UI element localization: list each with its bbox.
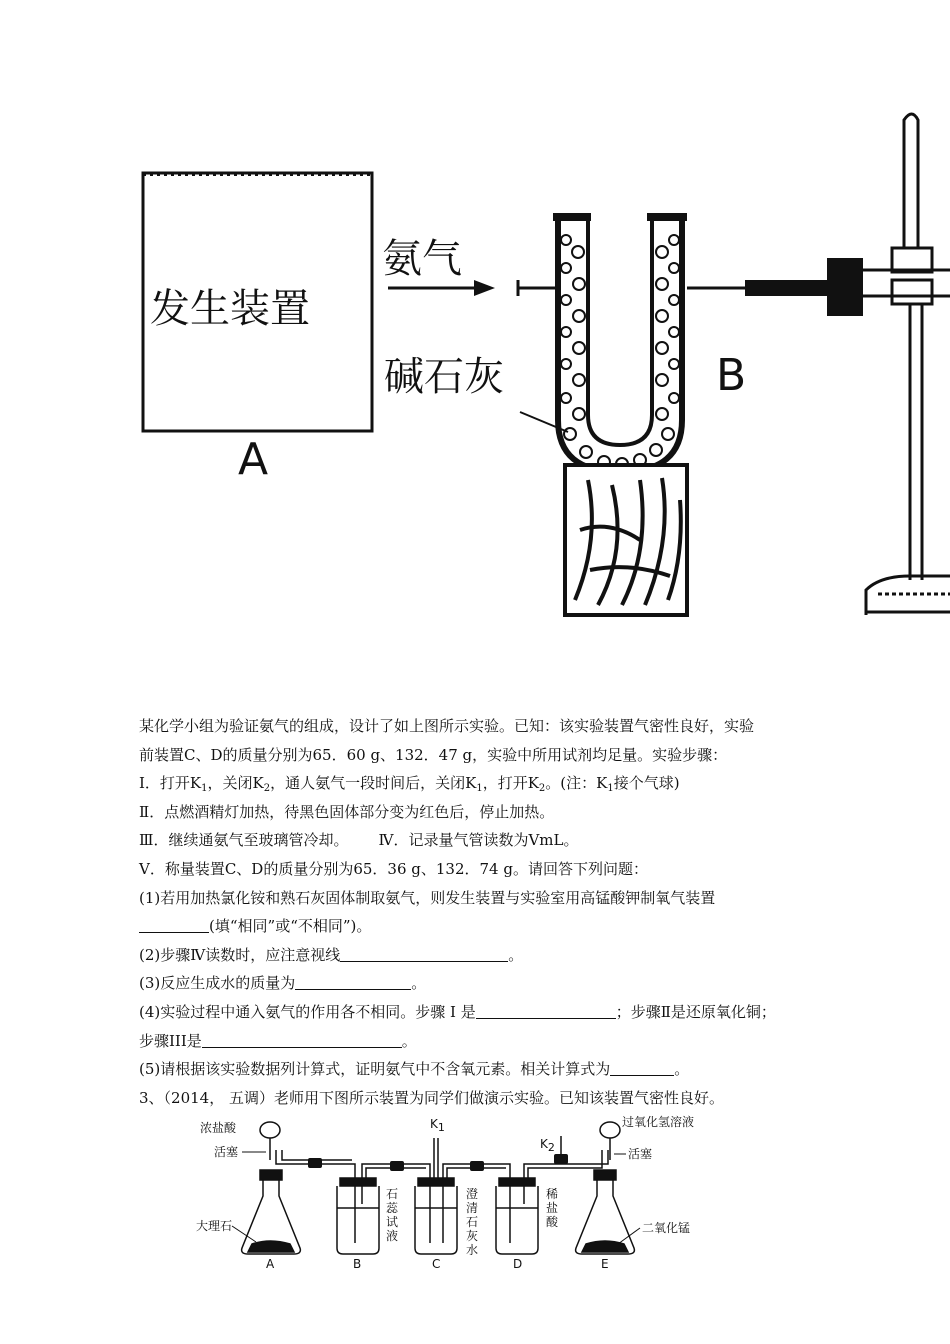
- svg-text:蕊: 蕊: [386, 1201, 399, 1215]
- step-1: I．打开$K_1$，关闭$K_2$，通人氨气一段时间后，关闭$K_1$，打开$K_2$。(注：$K_1$接个气球): [139, 774, 680, 795]
- svg-text:澄: 澄: [466, 1187, 479, 1201]
- svg-text:E: E: [601, 1257, 609, 1271]
- svg-text:清: 清: [466, 1201, 479, 1215]
- question-text: [139, 712, 819, 1112]
- svg-text:B: B: [353, 1257, 362, 1271]
- step-3-4: Ⅲ．继续通氨气至玻璃管冷却。 Ⅳ．记录量气管读数为VmL。: [139, 831, 579, 850]
- question-3: (3)反应生成水的质量为 。: [139, 974, 427, 993]
- demo-apparatus-figure: [190, 1108, 730, 1273]
- gas-label: 氨气: [382, 236, 462, 282]
- tube-letter: B: [716, 350, 747, 401]
- svg-text:C: C: [432, 1257, 441, 1271]
- generator-label: 发生装置: [150, 286, 310, 332]
- u-tube: [518, 213, 687, 472]
- svg-text:灰: 灰: [466, 1229, 479, 1243]
- question-1-cont: (填“相同”或“不相同”)。: [139, 912, 819, 941]
- answer-blank-5[interactable]: [202, 1032, 402, 1048]
- question-1: (1)若用加热氯化铵和熟石灰固体制取氨气，则发生装置与实验室用高锰酸钾制氧气装置: [139, 888, 716, 907]
- svg-text:石: 石: [386, 1187, 399, 1201]
- question-2: (2)步骤Ⅳ读数时，应注意视线 。: [139, 945, 524, 964]
- label-k2: K2: [540, 1137, 555, 1154]
- absorbent-label: 碱石灰: [384, 354, 504, 400]
- question-4: (4)实验过程中通入氨气的作用各不相同。步骤 I 是 ；步骤Ⅱ是还原氧化铜；: [139, 1002, 776, 1021]
- question-4-cont: 步骤III是 。: [139, 1031, 417, 1050]
- svg-text:液: 液: [386, 1229, 399, 1243]
- svg-text:A: A: [266, 1257, 275, 1271]
- text-line-1: 某化学小组为验证氨气的组成，设计了如上图所示实验。已知：该实验装置气密性良好，实验: [139, 717, 755, 735]
- label-funnel-left: 浓盐酸: [200, 1121, 237, 1135]
- svg-text:稀: 稀: [546, 1187, 559, 1201]
- svg-text:试: 试: [386, 1215, 399, 1229]
- apparatus-letters: [266, 1257, 609, 1271]
- step-2: Ⅱ．点燃酒精灯加热，待黑色固体部分变为红色后，停止加热。: [139, 802, 555, 821]
- reagent-c-label: [466, 1187, 478, 1257]
- label-solid-right: 二氧化锰: [642, 1221, 691, 1235]
- answer-blank-4[interactable]: [476, 1003, 616, 1019]
- answer-blank-6[interactable]: [610, 1060, 674, 1076]
- svg-text:水: 水: [466, 1243, 479, 1257]
- flask-a: [242, 1122, 301, 1254]
- svg-text:酸: 酸: [546, 1215, 559, 1229]
- answer-blank-1[interactable]: [139, 917, 209, 933]
- generator-letter: A: [238, 434, 269, 485]
- reagent-b-label: [386, 1187, 399, 1243]
- flask-e: [576, 1122, 635, 1254]
- bottle-b: [337, 1178, 379, 1254]
- step-5: Ⅴ．称量装置C、D的质量分别为65．36 g、132．74 g。请回答下列问题：: [139, 859, 648, 878]
- clamp: [827, 258, 863, 316]
- bottle-c: [415, 1178, 457, 1254]
- svg-text:石: 石: [466, 1215, 479, 1229]
- answer-blank-2[interactable]: [340, 946, 508, 962]
- svg-text:盐: 盐: [546, 1201, 559, 1215]
- answer-blank-3[interactable]: [295, 974, 411, 990]
- reagent-d-label: [546, 1186, 559, 1229]
- question-5: (5)请根据该实验数据列计算式，证明氨气中不含氧元素。相关计算式为 。: [139, 1060, 690, 1079]
- wooden-block: [565, 465, 687, 615]
- label-solid-left: 大理石: [196, 1219, 233, 1233]
- rubber-tube: [745, 280, 827, 296]
- text-line-2: 前装置C、D的质量分别为65．60 g、132．47 g，实验中所用试剂均足量。实验步骤：: [139, 745, 728, 764]
- label-stopcock-left: 活塞: [214, 1145, 239, 1159]
- question-3-intro: 3、（2014， 五调）老师用下图所示装置为同学们做演示实验。已知该装置气密性良好。: [139, 1088, 724, 1107]
- label-funnel-right: 过氧化氢溶液: [622, 1115, 695, 1129]
- svg-text:D: D: [513, 1257, 523, 1271]
- bottle-d: [496, 1178, 538, 1254]
- label-stopcock-right: 活塞: [628, 1147, 653, 1161]
- iron-stand: [863, 114, 950, 615]
- label-k1: K1: [430, 1117, 445, 1134]
- ammonia-apparatus-figure: [0, 100, 950, 640]
